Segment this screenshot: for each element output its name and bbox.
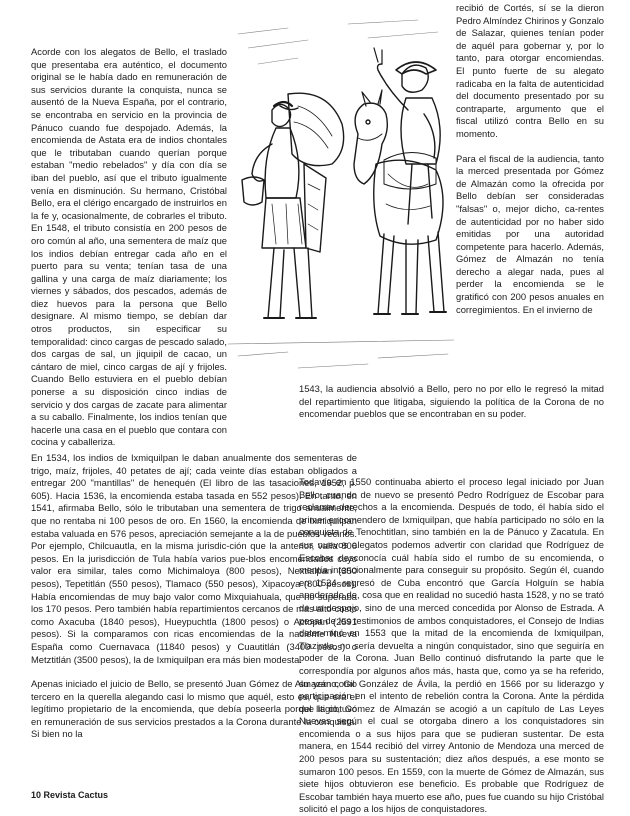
column-right-bottom: [299, 476, 604, 816]
rider-figure: [374, 48, 440, 224]
page-footer: 10 Revista Cactus: [31, 790, 109, 800]
paragraph: Apenas iniciado el juicio de Bello, se presentó Juan Gómez de Almazán como tercero en la querella alegando casi lo mismo que aquél, esto es, que era el legítimo propietario de la encomienda, que debía poseerla porque la obtuvo en remuneración de sus servicios prestados a la Corona durante la conquista. Si bien no la: [31, 678, 357, 740]
paragraph: Acorde con los alegatos de Bello, el traslado que presentaba era auténtico, el documento original se le había dado en remuneración de sus servicios durante la conquista, nunca se ausentó de la Nueva España, por el contrario, se encontraba en servicio en la provincia de Pánuco cuando fue despojado. Además, la encomienda de Astata era de indios chontales que le tributaban cuando querían porque estaban "medio rebelados" y día con día se iban del pueblo, así que el tributo igualmente venía en disminución. Su hermano, Cristóbal Bello, era el clérigo encargado de instruirlos en la fe y, ocasionalmente, de cobrarles el tributo. En 1548, el tributo consistía en 200 pesos de oro común al año, una sementera de maíz que los indios debían entregar cada año en el puerto para su venta; tenían tasa de una gallina y una carga de maíz diariamente; los viernes y sábados, dos pescados, además de diez huevos para la persona que Bello designare. Al mismo tiempo, se debían dar otros productos, sin especificar su temporalidad: cinco cargas de pescado salado, dos cargas de sal, un jiquipil de cacao, un cántaro de miel, cinco cargas de ají y frijoles. Cuando Bello estuviera en el pueblo debían ponerse a su disposición cinco indias de servicio y dos cargas de zacate para alimentar a su caballo. Finalmente, los indios tenían que hacerle una casa en el pueblo que contara con cocina y caballeriza.: [31, 46, 227, 448]
paragraph: Para el fiscal de la audiencia, tanto la merced presentada por Gómez de Almazán como la ofrecida por Bello debían ser consideradas "falsas" o, mejor dicho, ca-rentes de autenticidad por no haber sido emitidas por una autoridad competente para hacerlo. Además, Gómez de Almazán no tenía derecho a alegar nada, pues al perder la encomienda se le gratificó con 200 pesos anuales en corregimientos. En el invierno de: [456, 152, 604, 315]
column-left-top: [31, 46, 227, 449]
paragraph: recibió de Cortés, sí se la dieron Pedro Almíndez Chirinos y Gonzalo de Salazar, quienes tenían poder de aquél para gobernar y, por lo tanto, para otorgar encomiendas. El punto fuerte de su alegato radicaba en la falta de autenticidad del documento presentado por su contraparte, argumento que el fiscal utilizó contra Bello en su momento.: [456, 2, 604, 139]
paragraph: En 1534, los indios de Ixmiquilpan le daban anualmente dos sementeras de trigo, maíz, frijoles, 40 petates de ají; cada veinte días estaban obligados a entregar 200 "mantillas" de henequén (El libro de las tasaciones, 1952, p. 605). Hacia 1536, la encomienda estaba tasada en 552 pesos). En tanto, en 1541, afirmaba Bello, sólo le tributaban una sementera de trigo anualmente, que no rentaba ni 100 pesos de oro. En 1560, la encomienda de Ixmiquilpan estaba valuada en 576 pesos, apreciación semejante a la de pueblos vecinos. Por ejemplo, Chilcuautla, en la misma jurisdic-ción que la anterior, valía 800 pesos. En la jurisdicción de Tula había varios pue-blos encomendados cuyo valor era similar, tales como Michimaloya (800 pesos), Nextlalpan (350 pesos), Tepetitlán (550 pesos), Tlamaco (550 pesos), Xipacoya (800 pesos). Había encomiendas de muy bajo valor como Mixquiahuala, que no superaba los 170 pesos. Pero también había repartimientos cercanos de más alto costo como Axacuba (1840 pesos), Hueypuchtla (1800 pesos) o Actopan (2591 pesos). Si la comparamos con ricas encomiendas de la naciente Nueva España como Cuernavaca (11840 pesos) y Cuautitlán (3400 pesos) o Metztitlán (3500 pesos), la de Ixmiquilpan era más bien modesta.: [31, 452, 357, 665]
paragraph: 1543, la audiencia absolvió a Bello, pero no por ello le regresó la mitad del repartimiento que litigaba, siguiendo la política de la Corona de no encomendar pueblos que se encontraban en su poder.: [299, 383, 604, 420]
porter-figure: [242, 93, 344, 318]
column-right-top: [456, 2, 604, 316]
paragraph: Todavía en 1550 continuaba abierto el proceso legal iniciado por Juan Bello, cuando de nuevo se presentó Pedro Rodríguez de Escobar para reclamar derechos a la encomienda. Después de todo, él había sido el primer encomendero de Ixmiquilpan, que había participado no sólo en la conquista de Tenochtitlan, sino también en la de Pánuco y Zacatula. En sus nuevos alegatos podemos advertir con claridad que Rodríguez de Escobar desconocía cuál había sido el rumbo de su encomienda, o mentía intencionalmente para conseguir su propósito. Según él, cuando en 1524 regresó de Cuba encontró que García Holguín se había apoderado de, cosa que en realidad no sucedió hasta 1528, y no se trató de un despojo, sino de una merced concedida por Alonso de Estrada. A pesar de los testimonios de ambos conquistadores, el Consejo de Indias deter-minó en 1553 que la mitad de la encomienda de Ixmiquilpan, Tlazintla, no sería devuelta a ningún conquistador, sino que seguiría en poder de la Corona. Juan Bello continuó disfrutando la parte que le correspondía por algunos años más, hasta que, como ya se ha referido, su yerno, Gil González de Ávila, la perdió en 1566 por su liderazgo y participación en el intento de rebelión contra la Corona. Ante la pérdida del litigio, Gómez de Almazán se acogió a un capítulo de Las Leyes Nuevas según el cual se otorgaba dinero a los conquistadores sin encomienda o a sus hijos para que se pudieran sustentar. De esta manera, en 1544 recibió del virrey Antonio de Mendoza una merced de 200 pesos para su sustentación; diez años después, a ese monto se sumaron 100 pesos. En 1559, con la muerte de Gómez de Almazán, sus siete hijos obtuvieron ese beneficio. Es probable que Rodríguez de Escobar también haya muerto ese año, pues fue cuando su hijo Cristóbal solicitó el pago a los hijos de conquistadores.: [299, 476, 604, 815]
horse-figure: [354, 90, 446, 314]
column-right-mid: [299, 383, 604, 421]
codex-drawing-icon: [228, 14, 454, 380]
